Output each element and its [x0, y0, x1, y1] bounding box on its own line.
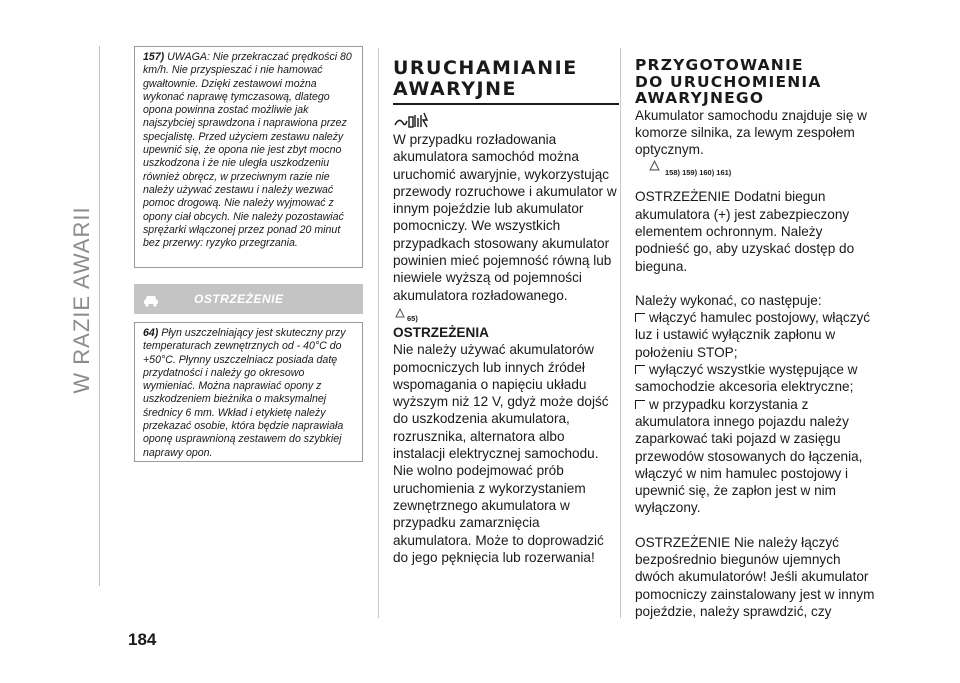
warning-paragraph-1: OSTRZEŻENIE Dodatni biegun akumulatora (+) jest zabezpieczony elementem ochronnym. Należy podnieść go, aby uzyskać dostęp do bieguna. — [635, 189, 855, 274]
bullet-icon — [635, 400, 645, 409]
warning-triangle-icon — [649, 160, 660, 171]
warning-text-2: Nie wolno podejmować prób uruchomienia z wykorzystaniem zewnętrznego akumulatora w przypadku zamarznięcia akumulatora. Może to doprowadzić do jego pęknięcia lub rozerwania! — [393, 463, 604, 565]
middle-column — [393, 58, 619, 566]
note-64-number: 64) — [143, 327, 159, 339]
column-divider-2 — [620, 48, 621, 618]
step-2: wyłączyć wszystkie występujące w samochodzie akcesoria elektryczne; — [635, 362, 858, 395]
car-warning-icon — [142, 290, 160, 313]
section-title-line-1: URUCHAMIANIE — [393, 57, 578, 79]
prep-title-line-1: PRZYGOTOWANIE — [635, 56, 804, 74]
steps-intro: Należy wykonać, co następuje: — [635, 292, 822, 308]
step-3: w przypadku korzystania z akumulatora innego pojazdu należy zaparkować taki pojazd w zasięgu przewodów stosowanych do łączenia, włączyć w nim hamulec postojowy i upewnić się, że zapłon jest w nim wyłączony. — [635, 396, 863, 516]
reference-row — [393, 304, 619, 324]
prep-title-line-3: AWARYJNEGO — [635, 89, 765, 107]
note-157-text: UWAGA: Nie przekraczać prędkości 80 km/h. Nie przyspieszać i nie hamować gwałtownie. Dzięki zestawowi można wykonać naprawę tymczasową, dlatego opona powinna zostać możliwie jak najszybciej sprawdzona i naprawiona przez specjalistę. Przed użyciem zestawu należy upewnić się, że opona nie jest zbyt mocno uszkodzona i że nie uległa uszkodzeniu również obręcz, w przeciwnym razie nie należy używać zestawu i należy wezwać pomoc drogową. Nie należy wyjmować z opony ciał obcych. Nie należy pozostawiać sprężarki włączonej przez ponad 20 minut bez przerwy: ryzyko przegrzania. — [143, 51, 352, 250]
note-157-number: 157) — [143, 51, 165, 63]
warning-label: OSTRZEŻENIE — [194, 292, 284, 306]
prep-title-line-2: DO URUCHOMIENIA — [635, 72, 822, 91]
warning-triangle-icon — [395, 308, 405, 318]
page-number: 184 — [128, 630, 157, 649]
bullet-icon — [635, 365, 645, 374]
note-64-text: Płyn uszczelniający jest skuteczny przy temperaturach zewnętrznych od - 40°C do +50°C. Płynny uszczelniacz posiada datę przydatności i należy go okresowo wymieniać. Można naprawiać opony z uszkodzeniem bieżnika o maksymalnej średnicy 6 mm. Wkład i etykietę należy przekazać osobie, która będzie naprawiała oponę usprawnioną zestawem do szybkiej naprawy opon. — [143, 327, 346, 459]
warning-banner — [134, 284, 363, 314]
reference-65: 65) — [407, 313, 418, 323]
title-rule — [393, 103, 619, 105]
intro-paragraph: W przypadku rozładowania akumulatora samochód można uruchomić awaryjnie, wykorzystując przewody rozruchowe i akumulator w innym pojeździe lub akumulator pomocniczy. We wszystkich przypadkach stosowany akumulator powinien mieć pojemność równą lub niewiele wyższą od pojemności akumulatora rozładowanego. — [393, 132, 617, 303]
warning-text-1: Nie należy używać akumulatorów pomocniczych lub innych źródeł wspomagania o napięciu układu wyższym niż 12 V, gdyż może dojść do uszkodzenia akumulatora, rozrusznika, alternatora albo instalacji elektrycznej samochodu. — [393, 342, 609, 462]
step-1: włączyć hamulec postojowy, włączyć luz i ustawić wyłącznik zapłonu w położeniu STOP; — [635, 310, 871, 360]
warning-paragraph-2: OSTRZEŻENIE Nie należy łączyć bezpośrednio biegunów ujemnych dwóch akumulatorów! Jeśli akumulator pomocniczy zainstalowany jest w innym pojeździe, należy sprawdzić, czy — [635, 534, 875, 619]
bullet-icon — [635, 313, 645, 322]
right-column — [635, 57, 875, 620]
references-158-161: 158) 159) 160) 161) — [665, 168, 732, 178]
section-title-line-2: AWARYJNE — [393, 78, 517, 100]
column-divider-1 — [378, 48, 379, 618]
note-64-box — [134, 322, 363, 462]
side-divider — [99, 46, 100, 586]
note-157-box — [134, 46, 363, 268]
battery-symbol-icon — [393, 111, 619, 131]
warnings-heading: OSTRZEŻENIA — [393, 324, 489, 340]
prep-intro: Akumulator samochodu znajduje się w komorze silnika, za lewym zespołem optycznym. — [635, 107, 867, 158]
reference-row — [635, 158, 875, 182]
